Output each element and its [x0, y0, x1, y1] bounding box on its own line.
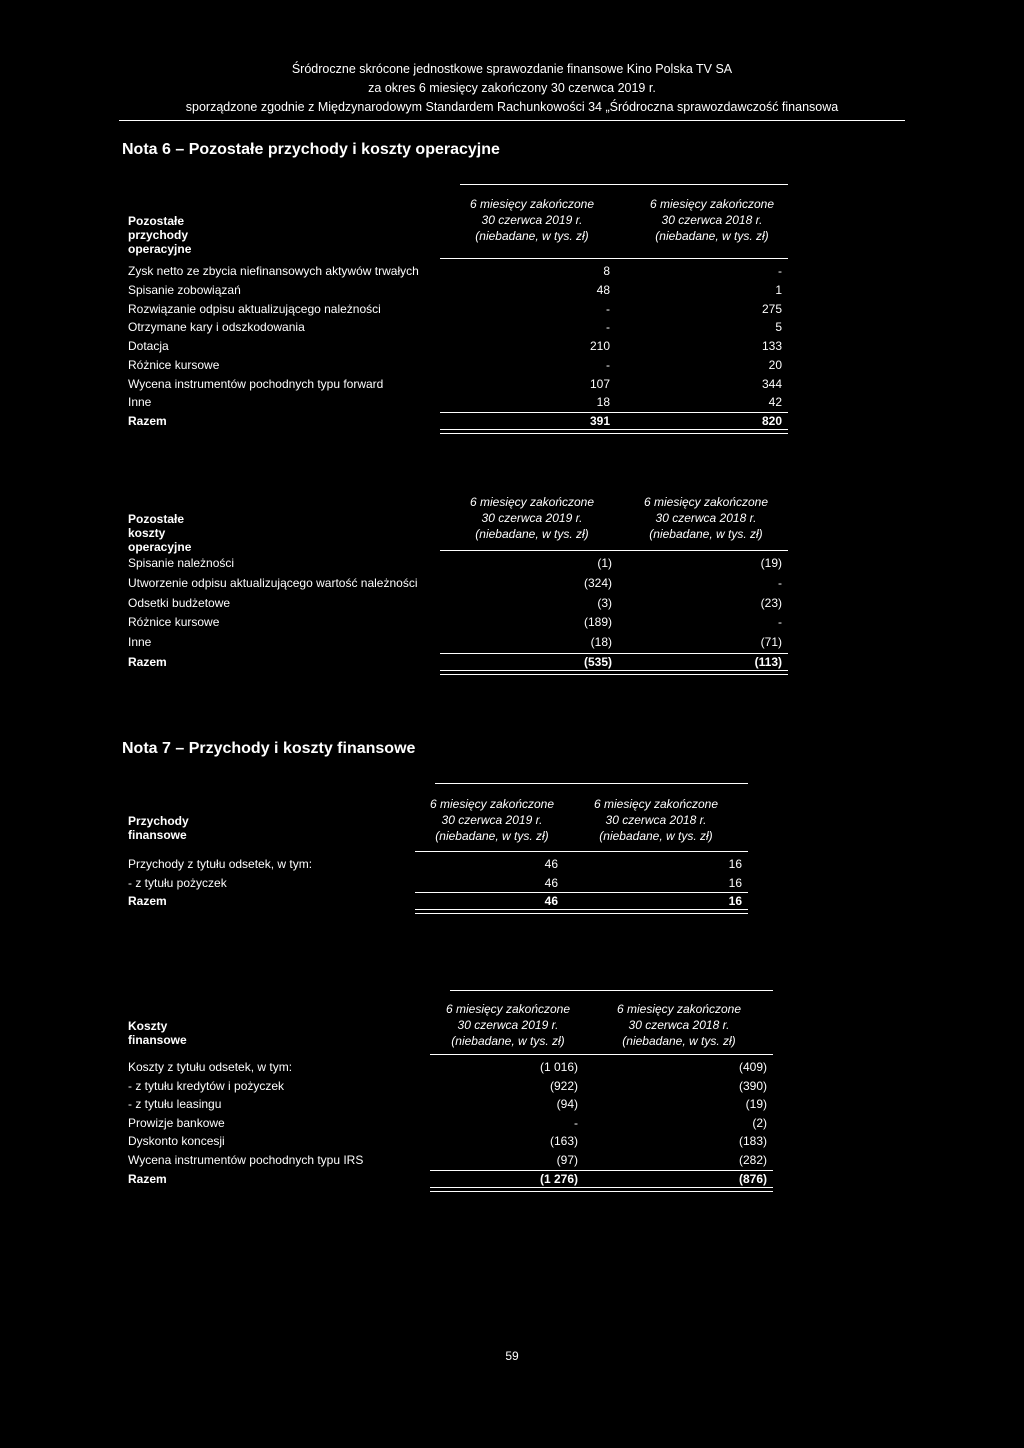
column-header-line: 30 czerwca 2019 r.: [441, 813, 543, 827]
value-2018: (390): [738, 1078, 767, 1093]
value-2019: 46: [544, 875, 558, 890]
column-header-line: 30 czerwca 2018 r.: [655, 511, 757, 525]
value-2019: -: [606, 301, 610, 316]
header-top-rule: [450, 990, 773, 991]
row-label: Prowizje bankowe: [128, 1115, 225, 1130]
row-label: Rozwiązanie odpisu aktualizującego należności: [128, 301, 381, 316]
header-top-rule: [460, 184, 788, 185]
row-label: Inne: [128, 635, 152, 650]
value-2018: (2): [752, 1115, 767, 1130]
value-2018: -: [778, 615, 782, 630]
row-label: Otrzymane kary i odszkodowania: [128, 320, 305, 335]
column-header-line: (niebadane, w tys. zł): [649, 527, 763, 541]
value-2019: 18: [596, 395, 610, 410]
value-2018: (19): [760, 556, 782, 570]
row-label: Dyskonto koncesji: [128, 1134, 225, 1149]
value-2019: 8: [603, 264, 610, 278]
row-label: Utworzenie odpisu aktualizującego wartość należności: [128, 575, 418, 590]
value-2018: (113): [754, 655, 782, 669]
column-header-line: (niebadane, w tys. zł): [622, 1034, 736, 1048]
row-label: Spisanie zobowiązań: [128, 282, 241, 297]
value-2018: -: [778, 575, 782, 590]
total-double-rule: [440, 429, 788, 434]
row-label: - z tytułu kredytów i pożyczek: [128, 1078, 285, 1093]
column-header-line: 30 czerwca 2018 r.: [605, 813, 707, 827]
value-2019: (1 276): [539, 1171, 578, 1186]
value-2019: (18): [590, 635, 612, 650]
row-label: Zysk netto ze zbycia niefinansowych aktywów trwałych: [128, 264, 419, 278]
total-top-rule: [440, 412, 788, 413]
value-2019: (324): [583, 575, 612, 590]
note-6-title: Nota 6 – Pozostałe przychody i koszty operacyjne: [122, 141, 500, 158]
header-top-rule: [435, 783, 748, 784]
value-2018: 1: [775, 282, 782, 297]
column-header-line: 30 czerwca 2018 r.: [628, 1018, 730, 1032]
column-header-line: 6 miesięcy zakończone: [469, 197, 595, 211]
value-2018: (23): [760, 595, 782, 610]
table-section-label: Pozostałe przychody operacyjne: [128, 214, 192, 256]
value-2018: (19): [745, 1097, 767, 1112]
row-label: Wycena instrumentów pochodnych typu forward: [128, 376, 384, 391]
value-2018: (183): [738, 1134, 767, 1149]
column-header-line: 6 miesięcy zakończone: [469, 495, 595, 509]
header-line-1: Śródroczne skrócone jednostkowe sprawozdanie finansowe Kino Polska TV SA: [291, 62, 733, 76]
column-header-line: 30 czerwca 2019 r.: [457, 1018, 559, 1032]
row-label: Razem: [128, 894, 167, 908]
value-2018: 5: [775, 320, 782, 335]
document-header: [0, 60, 1024, 117]
column-header-line: 6 miesięcy zakończone: [429, 797, 555, 811]
value-2019: (1): [597, 556, 612, 570]
value-2018: (409): [738, 1060, 767, 1074]
value-2019: (3): [597, 595, 612, 610]
row-label: Różnice kursowe: [128, 615, 220, 630]
total-top-rule: [440, 653, 788, 654]
value-2018: 42: [768, 395, 782, 410]
column-header-2018: [622, 196, 802, 244]
header-divider: [119, 120, 905, 121]
column-header-2019: [402, 796, 582, 844]
value-2018: 820: [761, 414, 782, 428]
header-bottom-rule: [415, 851, 748, 852]
total-top-rule: [415, 892, 748, 893]
column-header-line: (niebadane, w tys. zł): [599, 829, 713, 843]
total-double-rule: [440, 670, 788, 675]
value-2018: (876): [738, 1171, 767, 1186]
value-2019: -: [606, 357, 610, 372]
value-2018: (71): [760, 635, 782, 650]
row-label: Spisanie należności: [128, 556, 235, 570]
total-double-rule: [415, 909, 748, 914]
column-header-line: 30 czerwca 2019 r.: [481, 511, 583, 525]
row-label: Razem: [128, 655, 167, 669]
value-2019: 46: [544, 857, 558, 871]
row-label: Inne: [128, 395, 152, 410]
column-header-line: 30 czerwca 2018 r.: [661, 213, 763, 227]
value-2019: 48: [596, 282, 610, 297]
row-label: Różnice kursowe: [128, 357, 220, 372]
column-header-line: 6 miesięcy zakończone: [593, 797, 719, 811]
column-header-line: 6 miesięcy zakończone: [445, 1002, 571, 1016]
note-7-title: Nota 7 – Przychody i koszty finansowe: [122, 740, 416, 757]
value-2019: (163): [549, 1134, 578, 1149]
table-section-label: Przychody finansowe: [128, 814, 189, 842]
row-label: Dotacja: [128, 339, 169, 353]
value-2019: (97): [556, 1153, 578, 1167]
column-header-2019: [442, 494, 622, 542]
page-number: 59: [505, 1349, 519, 1363]
column-header-2019: [418, 1001, 598, 1049]
row-label: - z tytułu pożyczek: [128, 875, 227, 890]
value-2019: 391: [589, 414, 610, 428]
value-2018: -: [778, 264, 782, 278]
value-2019: (922): [549, 1078, 578, 1093]
value-2018: 20: [768, 357, 782, 372]
value-2018: 16: [728, 875, 742, 890]
column-header-line: (niebadane, w tys. zł): [655, 229, 769, 243]
table-section-label: Pozostałe koszty operacyjne: [128, 512, 192, 554]
value-2019: 46: [544, 894, 558, 908]
table-section-label: Koszty finansowe: [128, 1019, 187, 1047]
column-header-line: (niebadane, w tys. zł): [475, 229, 589, 243]
header-bottom-rule: [440, 550, 788, 551]
column-header-line: 6 miesięcy zakończone: [616, 1002, 742, 1016]
row-label: Przychody z tytułu odsetek, w tym:: [128, 857, 313, 871]
column-header-2018: [589, 1001, 769, 1049]
value-2019: -: [606, 320, 610, 335]
header-line-2: za okres 6 miesięcy zakończony 30 czerwca 2019 r.: [368, 81, 656, 95]
value-2019: (94): [556, 1097, 578, 1112]
total-double-rule: [430, 1187, 773, 1192]
column-header-line: 6 miesięcy zakończone: [643, 495, 769, 509]
column-header-line: (niebadane, w tys. zł): [475, 527, 589, 541]
column-header-2019: [442, 196, 622, 244]
column-header-line: (niebadane, w tys. zł): [451, 1034, 565, 1048]
value-2019: (535): [583, 655, 612, 669]
row-label: - z tytułu leasingu: [128, 1097, 222, 1112]
header-line-3: sporządzone zgodnie z Międzynarodowym Standardem Rachunkowości 34 „Śródroczna sprawozdawczość finansowa: [185, 100, 839, 114]
total-top-rule: [430, 1170, 773, 1171]
value-2018: 133: [761, 339, 782, 353]
value-2019: 210: [589, 339, 610, 353]
column-header-2018: [616, 494, 796, 542]
header-bottom-rule: [430, 1054, 773, 1055]
value-2018: (282): [738, 1153, 767, 1167]
value-2018: 16: [728, 857, 742, 871]
column-header-2018: [566, 796, 746, 844]
row-label: Razem: [128, 1171, 167, 1186]
value-2018: 275: [761, 301, 782, 316]
row-label: Odsetki budżetowe: [128, 595, 231, 610]
column-header-line: 6 miesięcy zakończone: [649, 197, 775, 211]
value-2019: (1 016): [539, 1060, 578, 1074]
value-2019: -: [574, 1115, 578, 1130]
value-2019: 107: [589, 376, 610, 391]
value-2018: 16: [728, 894, 742, 908]
column-header-line: (niebadane, w tys. zł): [435, 829, 549, 843]
value-2018: 344: [761, 376, 782, 391]
row-label: Wycena instrumentów pochodnych typu IRS: [128, 1153, 364, 1167]
column-header-line: 30 czerwca 2019 r.: [481, 213, 583, 227]
row-label: Koszty z tytułu odsetek, w tym:: [128, 1060, 293, 1074]
header-bottom-rule: [440, 258, 788, 259]
row-label: Razem: [128, 414, 167, 428]
value-2019: (189): [583, 615, 612, 630]
